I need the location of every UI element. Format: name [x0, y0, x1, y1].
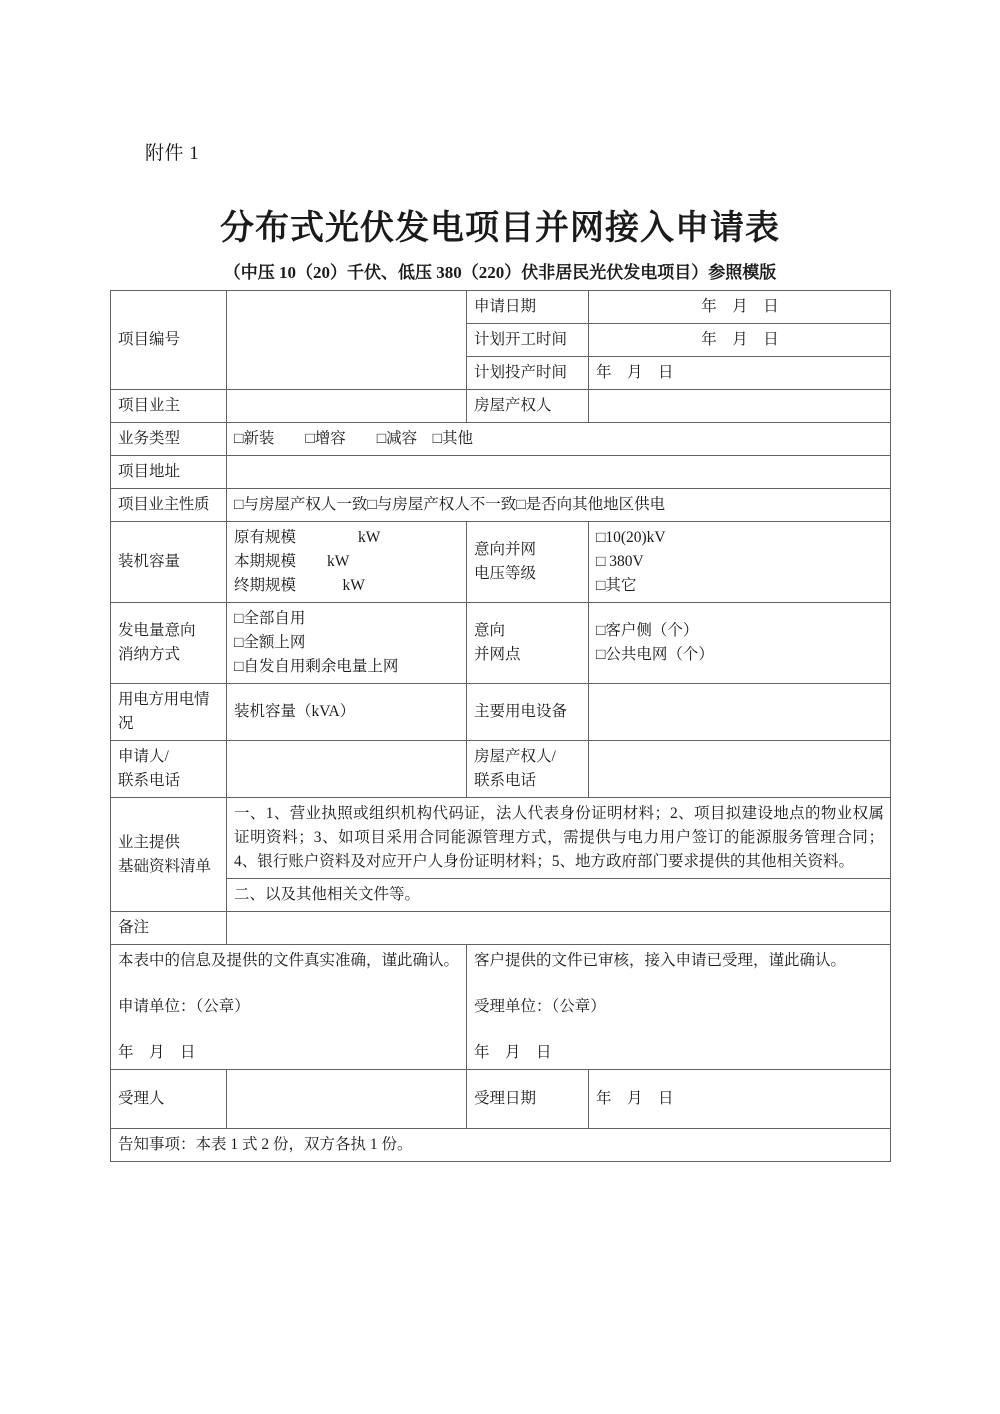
- consumption-mode-label-line1: 发电量意向: [118, 622, 196, 640]
- applicant-confirmation-text: 本表中的信息及提供的文件真实准确，谨此确认。: [118, 952, 460, 970]
- materials-list-label-line1: 业主提供: [118, 833, 181, 851]
- materials-list-label-line2: 基础资料清单: [118, 857, 212, 875]
- page-title: 分布式光伏发电项目并网接入申请表: [220, 209, 780, 247]
- project-number-label: 项目编号: [111, 291, 227, 390]
- house-owner-contact-label-line1: 房屋产权人/: [474, 748, 556, 766]
- table-row: [111, 390, 891, 423]
- house-owner-contact-field[interactable]: [589, 741, 891, 798]
- voltage-level-label: [467, 522, 589, 603]
- apply-date-field[interactable]: 年 月 日: [589, 291, 891, 324]
- consumption-option-self-use[interactable]: □全部自用: [234, 610, 306, 628]
- table-row: [111, 489, 891, 522]
- grid-point-option-customer-side[interactable]: □客户侧（个）: [596, 622, 699, 640]
- voltage-option-other[interactable]: □其它: [596, 577, 637, 595]
- main-equipment-field[interactable]: [589, 684, 891, 741]
- grid-point-label-line1: 意向: [474, 622, 506, 640]
- application-form-table: [110, 290, 891, 1162]
- apply-date-label: 申请日期: [467, 291, 589, 324]
- planned-production-field[interactable]: 年 月 日: [589, 357, 891, 390]
- planned-start-label: 计划开工时间: [467, 324, 589, 357]
- acceptor-unit-seal-label[interactable]: 受理单位：（公章）: [474, 998, 606, 1016]
- project-owner-label: 项目业主: [111, 390, 227, 423]
- applicant-unit-seal-label[interactable]: 申请单位：（公章）: [118, 998, 250, 1016]
- table-row: [111, 945, 891, 1070]
- acceptor-confirmation-text: 客户提供的文件已审核，接入申请已受理，谨此确认。: [474, 952, 847, 970]
- voltage-option-380v[interactable]: □ 380V: [596, 553, 644, 571]
- applicant-contact-label: [111, 741, 227, 798]
- table-row: [111, 522, 891, 603]
- consumption-mode-label: [111, 603, 227, 684]
- planned-start-field[interactable]: 年 月 日: [589, 324, 891, 357]
- planned-production-label: 计划投产时间: [467, 357, 589, 390]
- table-row: [111, 456, 891, 489]
- table-row: [111, 603, 891, 684]
- table-row: [111, 741, 891, 798]
- main-equipment-label: 主要用电设备: [467, 684, 589, 741]
- grid-point-option-public-grid[interactable]: □公共电网（个）: [596, 646, 714, 664]
- voltage-option-10kv[interactable]: □10(20)kV: [596, 529, 666, 547]
- user-power-label: 用电方用电情况: [111, 684, 227, 741]
- project-number-field[interactable]: [227, 291, 467, 390]
- remark-field[interactable]: [227, 912, 891, 945]
- table-row: [111, 798, 891, 879]
- consumption-option-surplus-grid[interactable]: □自发自用剩余电量上网: [234, 658, 399, 676]
- capacity-line-final: 终期规模 kW: [234, 577, 365, 595]
- applicant-confirmation-block: [111, 945, 467, 1070]
- business-type-label: 业务类型: [111, 423, 227, 456]
- acceptor-label: 受理人: [111, 1070, 227, 1129]
- table-row: [111, 684, 891, 741]
- grid-point-options[interactable]: [589, 603, 891, 684]
- house-owner-contact-label-line2: 联系电话: [474, 772, 537, 790]
- table-row: [111, 1129, 891, 1162]
- applicant-signature-date[interactable]: 年 月 日: [118, 1044, 196, 1062]
- capacity-field[interactable]: [227, 522, 467, 603]
- page-subtitle: （中压 10（20）千伏、低压 380（220）伏非居民光伏发电项目）参照模版: [223, 263, 777, 282]
- project-address-label: 项目地址: [111, 456, 227, 489]
- acceptor-field[interactable]: [227, 1070, 467, 1129]
- project-address-field[interactable]: [227, 456, 891, 489]
- user-power-capacity-field[interactable]: 装机容量（kVA）: [227, 684, 467, 741]
- capacity-line-original: 原有规模 kW: [234, 529, 381, 547]
- owner-nature-options[interactable]: □与房屋产权人一致□与房屋产权人不一致□是否向其他地区供电: [227, 489, 891, 522]
- attachment-label: 附件 1: [145, 143, 200, 164]
- materials-list-item-1: 一、1、营业执照或组织机构代码证，法人代表身份证明材料；2、项目拟建设地点的物业权属证明资料；3、如项目采用合同能源管理方式，需提供与电力用户签订的能源服务管理合同；4、银行账户资料及对应开户人身份证明材料；5、地方政府部门要求提供的其他相关资料。: [227, 798, 891, 879]
- consumption-mode-label-line2: 消纳方式: [118, 646, 181, 664]
- voltage-level-label-line1: 意向并网: [474, 541, 537, 559]
- notice-text: 告知事项：本表 1 式 2 份，双方各执 1 份。: [111, 1129, 891, 1162]
- voltage-level-options[interactable]: [589, 522, 891, 603]
- table-row: [111, 879, 891, 912]
- materials-list-item-2: 二、以及其他相关文件等。: [227, 879, 891, 912]
- capacity-label: 装机容量: [111, 522, 227, 603]
- voltage-level-label-line2: 电压等级: [474, 565, 537, 583]
- acceptor-signature-date[interactable]: 年 月 日: [474, 1044, 552, 1062]
- applicant-contact-label-line1: 申请人/: [118, 748, 169, 766]
- accept-date-label: 受理日期: [467, 1070, 589, 1129]
- applicant-contact-label-line2: 联系电话: [118, 772, 181, 790]
- table-row: [111, 423, 891, 456]
- capacity-line-current: 本期规模 kW: [234, 553, 350, 571]
- house-owner-contact-label: [467, 741, 589, 798]
- table-row: [111, 1070, 891, 1129]
- applicant-contact-field[interactable]: [227, 741, 467, 798]
- grid-point-label-line2: 并网点: [474, 646, 521, 664]
- consumption-option-full-grid[interactable]: □全额上网: [234, 634, 306, 652]
- remark-label: 备注: [111, 912, 227, 945]
- project-owner-field[interactable]: [227, 390, 467, 423]
- house-owner-field[interactable]: [589, 390, 891, 423]
- materials-list-label: [111, 798, 227, 912]
- acceptor-confirmation-block: [467, 945, 891, 1070]
- business-type-options[interactable]: □新装 □增容 □减容 □其他: [227, 423, 891, 456]
- grid-point-label: [467, 603, 589, 684]
- consumption-mode-options[interactable]: [227, 603, 467, 684]
- table-row: [111, 912, 891, 945]
- owner-nature-label: 项目业主性质: [111, 489, 227, 522]
- house-owner-label: 房屋产权人: [467, 390, 589, 423]
- table-row: [111, 291, 891, 324]
- accept-date-field[interactable]: 年 月 日: [589, 1070, 891, 1129]
